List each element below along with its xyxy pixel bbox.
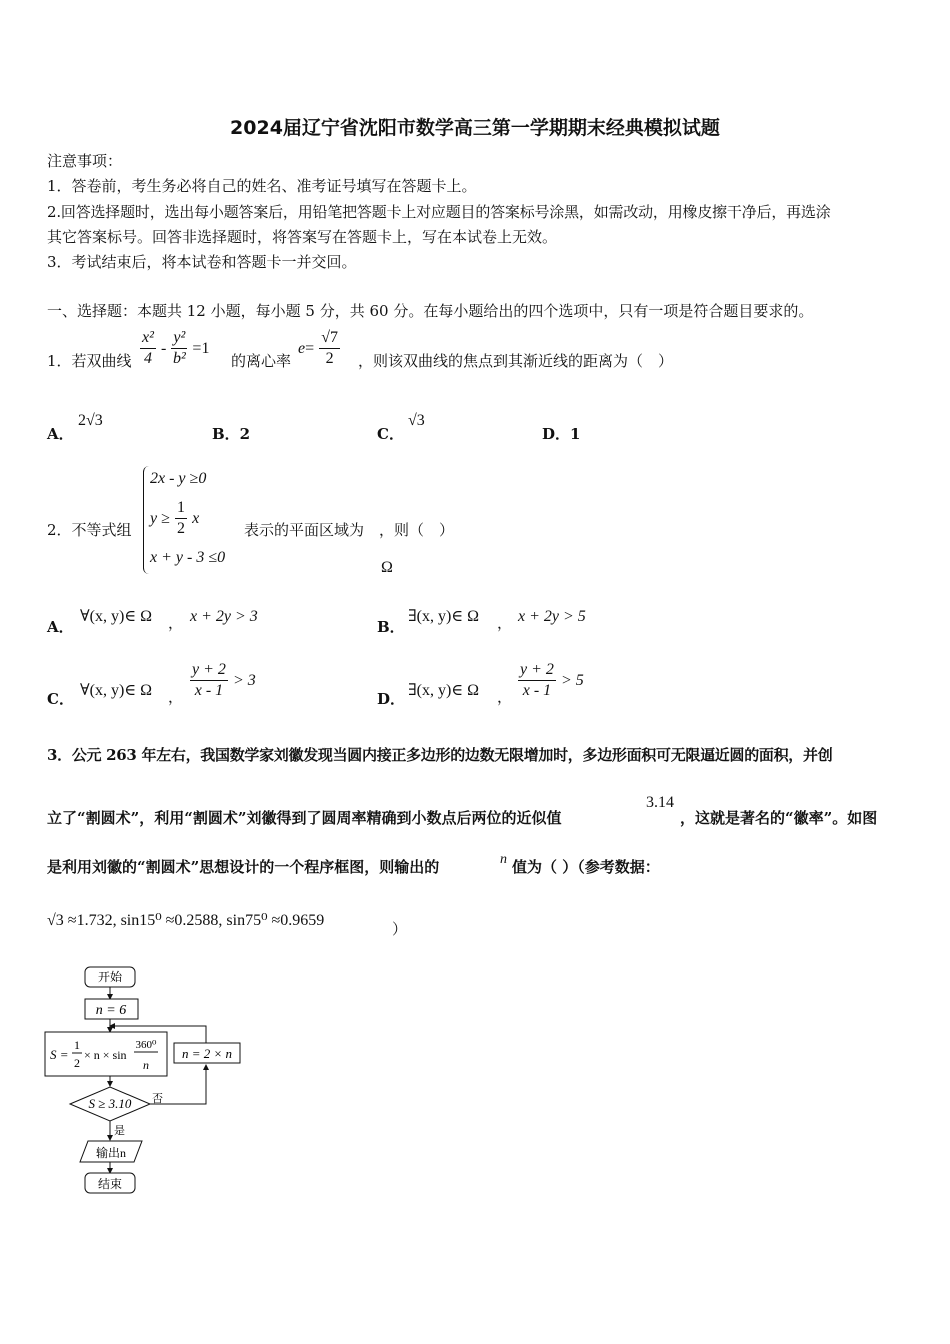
- flow-formula-angle-num: 360⁰: [135, 1039, 157, 1051]
- flow-end-text: 结束: [97, 1177, 123, 1191]
- q1-option-b-label: B．2: [212, 425, 251, 443]
- q2-option-d-num: y + 2: [518, 660, 556, 681]
- q2-option-a-sep: ，: [168, 614, 184, 632]
- q3-reference-data: √3 ≈1.732, sin15⁰ ≈0.2588, sin75⁰ ≈0.9659: [47, 912, 325, 929]
- flow-no-label: 否: [152, 1093, 163, 1105]
- q2-option-c-den: x - 1: [194, 682, 224, 699]
- q1-option-a-value: 2√3: [78, 412, 103, 429]
- q2-option-d-expr: [518, 660, 584, 701]
- q2-line1: 2x - y ≥0: [150, 470, 207, 487]
- q1-option-c-label: C．: [377, 425, 404, 443]
- flow-update-text: n = 2 × n: [181, 1046, 233, 1061]
- q2-option-c-expr: [190, 660, 256, 701]
- flow-formula-angle-den: n: [143, 1058, 149, 1072]
- q2-option-c-num: y + 2: [190, 660, 228, 681]
- q2-option-c-quant: ∀(x, y)∈ Ω: [80, 682, 153, 699]
- q1-mid: 的离心率: [231, 352, 292, 370]
- q2-option-b-sep: ，: [497, 614, 513, 632]
- notice-heading: 注意事项：: [47, 152, 123, 170]
- notice-item-3: 3．考试结束后，将本试卷和答题卡一并交回。: [47, 253, 357, 271]
- q1-frac1-den: 4: [143, 350, 152, 367]
- q2-option-a-quant: ∀(x, y)∈ Ω: [80, 608, 153, 625]
- q2-line2-b: x: [192, 510, 200, 527]
- q1-minus: -: [161, 340, 167, 357]
- flow-formula-mid: × n × sin: [84, 1048, 127, 1062]
- q2-line2: [150, 498, 199, 539]
- q1-e-var: e: [298, 340, 306, 357]
- q1-suffix: ，则该双曲线的焦点到其渐近线的距离为（ ）: [358, 352, 674, 370]
- q2-option-d-label: D．: [377, 690, 406, 708]
- notice-item-2a: 2.回答选择题时，选出每小题答案后，用铅笔把答题卡上对应题目的答案标号涂黑，如需改动，用橡皮擦干净后，再选涂: [47, 203, 831, 221]
- q2-option-b-label: B．: [377, 618, 405, 636]
- q3-close-paren: ）: [392, 920, 408, 938]
- flow-init-text: n = 6: [95, 1003, 127, 1018]
- q3-line2b: ，这就是著名的“徽率”。如图: [680, 809, 878, 827]
- q1-hyperbola-equation: [140, 328, 209, 369]
- q2-prefix: 2．不等式组: [47, 521, 132, 539]
- q2-option-a-expr: x + 2y > 3: [190, 608, 258, 625]
- q3-line1: 3．公元 263 年左右，我国数学家刘徽发现当圆内接正多边形的边数无限增加时，多边形面积可无限逼近圆的面积，并创: [47, 746, 833, 764]
- q2-line3: x + y - 3 ≤0: [150, 549, 226, 566]
- q1-eq2: =: [305, 340, 315, 357]
- q1-prefix: 1．若双曲线: [47, 352, 132, 370]
- q2-option-c-label: C．: [47, 690, 74, 708]
- notice-item-1: 1．答卷前，考生务必将自己的姓名、准考证号填写在答题卡上。: [47, 177, 477, 195]
- notice-item-2b: 其它答案标号。回答非选择题时，将答案写在答题卡上，写在本试卷上无效。: [47, 228, 558, 246]
- section-heading: 一、选择题：本题共 12 小题，每小题 5 分，共 60 分。在每小题给出的四个选项中，只有一项是符合题目要求的。: [47, 302, 814, 320]
- q2-option-c-sep: ，: [168, 688, 184, 706]
- q3-n-var: n: [500, 852, 507, 867]
- q1-frac2-num: y²: [171, 328, 187, 349]
- q2-option-d-quant: ∃(x, y)∈ Ω: [408, 682, 480, 699]
- flow-formula-num: 1: [74, 1038, 80, 1052]
- q3-line3b: 值为（ ）（参考数据：: [512, 858, 660, 876]
- q2-option-b-quant: ∃(x, y)∈ Ω: [408, 608, 480, 625]
- flow-formula-s: S =: [50, 1047, 69, 1062]
- q2-system-brace: [143, 466, 150, 574]
- q1-frac2-den: b²: [172, 350, 186, 367]
- flow-yes-label: 是: [114, 1125, 125, 1137]
- q2-option-b-expr: x + 2y > 5: [518, 608, 586, 625]
- q1-eq1: =1: [192, 340, 210, 357]
- q2-suffix: 表示的平面区域为 ，则（ ）: [244, 521, 455, 539]
- page-title: 2024届辽宁省沈阳市数学高三第一学期期末经典模拟试题: [230, 117, 720, 139]
- flow-start-text: 开始: [97, 970, 123, 984]
- q2-option-d-sep: ，: [497, 688, 513, 706]
- q1-option-c-value: √3: [408, 412, 425, 429]
- q2-line2-den: 2: [176, 520, 185, 537]
- q2-option-a-label: A．: [47, 618, 74, 636]
- q3-line2a: 立了“割圆术”，利用“割圆术”刘徽得到了圆周率精确到小数点后两位的近似值: [47, 809, 562, 827]
- q2-line2-a: y ≥: [150, 510, 170, 527]
- q1-eccentricity: [298, 328, 340, 369]
- q2-option-d-rel: > 5: [561, 672, 584, 689]
- flow-formula-den: 2: [74, 1056, 80, 1070]
- q1-option-a-label: A．: [47, 425, 74, 443]
- flow-decision-text: S ≥ 3.10: [88, 1096, 132, 1111]
- flow-output-text: 输出n: [95, 1146, 127, 1160]
- q1-frac3-num: √7: [319, 328, 340, 349]
- q2-omega: Ω: [381, 559, 393, 576]
- q1-frac3-den: 2: [325, 350, 334, 367]
- q2-option-c-rel: > 3: [233, 672, 256, 689]
- q2-line2-num: 1: [175, 498, 187, 519]
- q2-option-d-den: x - 1: [522, 682, 552, 699]
- q3-line3a: 是利用刘徽的“割圆术”思想设计的一个程序框图，则输出的: [47, 858, 440, 876]
- q1-option-d-label: D．1: [542, 425, 581, 443]
- q3-pi-value: 3.14: [646, 794, 674, 811]
- q1-frac1-num: x²: [140, 328, 156, 349]
- program-flowchart: [40, 960, 260, 1200]
